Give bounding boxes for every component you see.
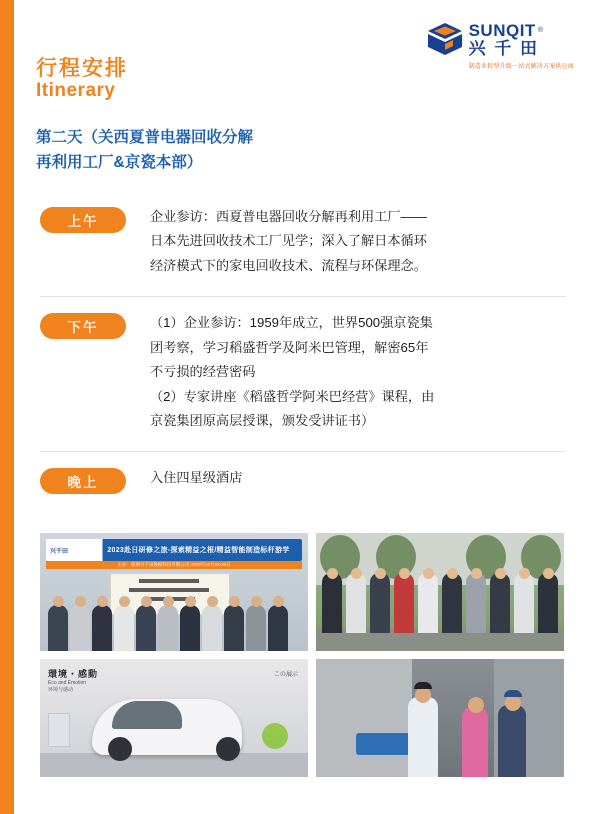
schedule-text-morning (150, 205, 566, 278)
page-subtitle (36, 126, 456, 176)
schedule-list (0, 205, 600, 512)
exhibit-sign (48, 667, 98, 693)
photo-banner-logo: 兴千田 (50, 548, 69, 555)
logo-registered-mark: ® (537, 27, 543, 34)
logo-brand-en: SUNQIT (468, 21, 536, 40)
schedule-text-afternoon-line5: 京瓷集团原高层授课，颁发受讲证书） (150, 412, 375, 428)
factory-visit-photo (316, 659, 564, 777)
exhibit-sign-jp: この展示 (273, 672, 298, 678)
schedule-divider-1 (40, 296, 566, 297)
exhibit-sign-cn: 環境・感動 (48, 669, 99, 679)
schedule-row-morning (0, 205, 600, 278)
photo-banner-title: 2023赴日研修之旅-探索精益之根/精益智能制造标杆游学 (107, 547, 290, 554)
group-photo-outdoor (316, 533, 564, 651)
page-title-cn: 行程安排 (36, 57, 128, 80)
exhibit-sign-sub: 环境与感动 (48, 687, 74, 693)
page-subtitle-line1: 第二天（关西夏普电器回收分解 (36, 129, 254, 146)
schedule-text-evening-line1: 入住四星级酒店 (150, 470, 243, 486)
photo-people (40, 595, 308, 651)
schedule-text-afternoon-line3: 不亏损的经营密码 (150, 364, 256, 380)
schedule-text-afternoon-line1: （1）企业参访：1959年成立，世界500强京瓷集 (150, 315, 433, 331)
schedule-text-morning-line1: 企业参访：西夏普电器回收分解再利用工厂—— (150, 209, 427, 224)
logo-tagline: 制造业转型升级一站式解决方案供应商 (468, 63, 574, 70)
photo-grid (40, 533, 564, 777)
logo-brand-cn: 兴 千 田 (468, 39, 540, 58)
photo-banner (46, 539, 302, 561)
concept-car-exhibit (40, 659, 308, 777)
schedule-text-afternoon-line4: （2）专家讲座《稻盛哲学阿米巴经营》课程，由 (150, 388, 435, 404)
schedule-tag-morning: 上午 (40, 207, 126, 233)
sunqit-diamond-logo-icon (427, 22, 463, 56)
schedule-tag-evening: 晚上 (40, 468, 126, 494)
page-subtitle-line2: 再利用工厂&京瓷本部） (36, 153, 203, 171)
exhibit-sign-en: Eco and Emotion (48, 680, 87, 686)
photo-banner-sub: 主办：深圳兴千田数据科技有限公司 2023年10月23-28日 (46, 561, 302, 569)
page-title-en: Itinerary (36, 80, 116, 101)
schedule-text-afternoon (150, 311, 566, 433)
schedule-row-evening (0, 466, 600, 494)
schedule-text-afternoon-line2: 团考察，学习稻盛哲学及阿米巴管理，解密65年 (150, 339, 429, 355)
schedule-text-morning-line2: 日本先进回收技术工厂见学；深入了解日本循环 (150, 233, 427, 249)
group-photo-banner (40, 533, 308, 651)
schedule-row-afternoon (0, 311, 600, 433)
schedule-text-evening (150, 466, 566, 490)
schedule-divider-2 (40, 451, 566, 452)
schedule-text-morning-line3: 经济模式下的家电回收技术、流程与环保理念。 (150, 257, 427, 273)
schedule-tag-afternoon: 下午 (40, 313, 126, 339)
company-logo (427, 22, 574, 70)
